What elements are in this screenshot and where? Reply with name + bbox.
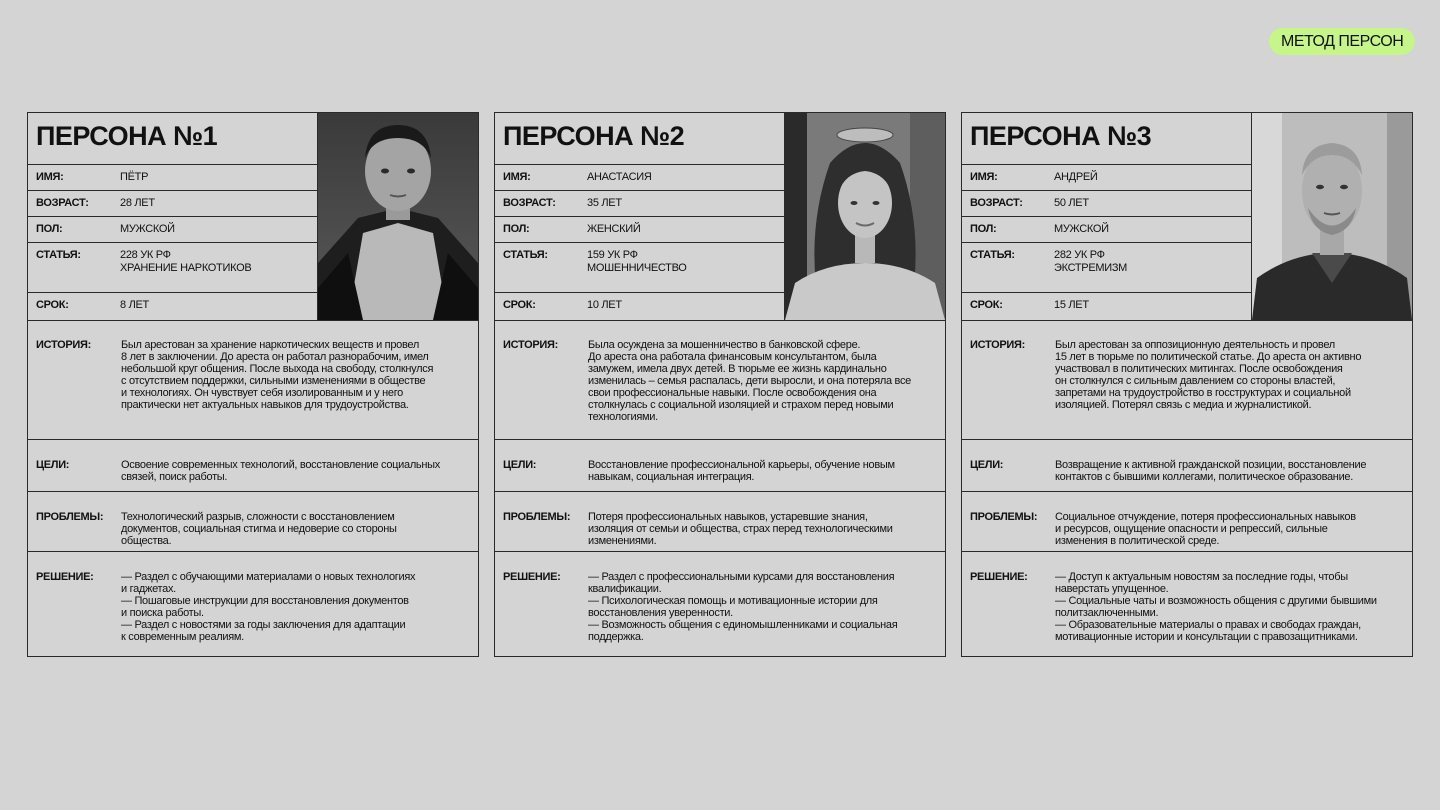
solution-section [28, 552, 478, 656]
problems-label: ПРОБЛЕМЫ: [36, 511, 104, 523]
gender-value: МУЖСКОЙ [120, 223, 175, 235]
solution-label: РЕШЕНИЕ: [503, 571, 561, 583]
goals-text: Восстановление профессиональной карьеры, обучение новым навыкам, социальная интеграция. [588, 459, 895, 483]
age-row [28, 191, 317, 217]
gender-row [495, 217, 784, 243]
term-row [28, 293, 317, 320]
history-text: Был арестован за хранение наркотических веществ и провел 8 лет в заключении. До ареста он работал разнорабочим, имел небольшой круг общения. После выхода на свободу, столкнулся с отсутствием поддержки, сильными изменениями в обществе и технологиях. Он чувствует себя изолированным и у него практически нет актуальных навыков для трудоустройства. [121, 339, 434, 411]
history-text: Была осуждена за мошенничество в банковской сфере. До ареста она работала финансовым консультантом, была замужем, имела двух детей. В тюрьме ее жизнь кардинально изменилась – семья распалась, дети выросли, и она потеряла все свои профессиональные навыки. После освобождения она столкнулась с социальной изоляцией и страхом перед новыми технологиями. [588, 339, 911, 423]
article-code: 159 УК РФ [587, 249, 638, 261]
gender-row [962, 217, 1251, 243]
persona-header [962, 113, 1412, 321]
term-row [495, 293, 784, 320]
gender-value: МУЖСКОЙ [1054, 223, 1109, 235]
goals-label: ЦЕЛИ: [503, 459, 537, 471]
goals-section [962, 440, 1412, 492]
problems-section [962, 492, 1412, 552]
woman-portrait-photo [785, 113, 945, 320]
history-section [495, 320, 945, 440]
man-portrait-photo [318, 113, 478, 320]
problems-section [28, 492, 478, 552]
history-section [962, 320, 1412, 440]
term-value: 8 ЛЕТ [120, 299, 149, 311]
solution-text: — Доступ к актуальным новостям за последние годы, чтобы наверстать упущенное. — Социальные чаты и возможность общения с другими бывшими политзаключенными. — Образовательные материалы о правах и свободах граждан, мотивационные истории и консультации с правозащитниками. [1055, 571, 1377, 643]
age-value: 35 ЛЕТ [587, 197, 622, 209]
problems-label: ПРОБЛЕМЫ: [970, 511, 1038, 523]
article-description: ЭКСТРЕМИЗМ [1054, 262, 1128, 274]
history-label: ИСТОРИЯ: [970, 339, 1025, 351]
age-row [962, 191, 1251, 217]
article-description: МОШЕННИЧЕСТВО [587, 262, 687, 274]
age-row [495, 191, 784, 217]
goals-text: Возвращение к активной гражданской позиции, восстановление контактов с бывшими коллегами, политическое образование. [1055, 459, 1367, 483]
name-row [962, 165, 1251, 191]
article-value [587, 249, 687, 275]
gender-label: ПОЛ: [36, 223, 63, 235]
goals-section [28, 440, 478, 492]
persona-header [28, 113, 478, 321]
persona-card-3 [961, 112, 1413, 657]
term-label: СРОК: [503, 299, 536, 311]
term-value: 10 ЛЕТ [587, 299, 622, 311]
history-label: ИСТОРИЯ: [36, 339, 91, 351]
article-value [1054, 249, 1127, 275]
goals-label: ЦЕЛИ: [970, 459, 1004, 471]
gender-label: ПОЛ: [970, 223, 997, 235]
article-label: СТАТЬЯ: [36, 249, 81, 261]
name-label: ИМЯ: [503, 171, 531, 183]
solution-label: РЕШЕНИЕ: [36, 571, 94, 583]
persona-info [28, 113, 318, 320]
term-row [962, 293, 1251, 320]
article-label: СТАТЬЯ: [970, 249, 1015, 261]
solution-text: — Раздел с обучающими материалами о новых технологиях и гаджетах. — Пошаговые инструкции для восстановления документов и поиска работы. — Раздел с новостями за годы заключения для адаптации к современным реалиям. [121, 571, 416, 643]
persona-title: ПЕРСОНА №3 [962, 113, 1251, 165]
age-label: ВОЗРАСТ: [970, 197, 1023, 209]
article-row [28, 243, 317, 293]
goals-text: Освоение современных технологий, восстановление социальных связей, поиск работы. [121, 459, 440, 483]
problems-text: Технологический разрыв, сложности с восстановлением документов, социальная стигма и недоверие со стороны общества. [121, 511, 397, 547]
term-label: СРОК: [970, 299, 1003, 311]
article-label: СТАТЬЯ: [503, 249, 548, 261]
problems-section [495, 492, 945, 552]
solution-section [962, 552, 1412, 656]
article-code: 282 УК РФ [1054, 249, 1105, 261]
solution-section [495, 552, 945, 656]
gender-row [28, 217, 317, 243]
gender-label: ПОЛ: [503, 223, 530, 235]
persona-info [495, 113, 785, 320]
persona-info [962, 113, 1252, 320]
history-section [28, 320, 478, 440]
goals-label: ЦЕЛИ: [36, 459, 70, 471]
article-row [495, 243, 784, 293]
persona-header [495, 113, 945, 321]
name-row [28, 165, 317, 191]
age-label: ВОЗРАСТ: [36, 197, 89, 209]
solution-label: РЕШЕНИЕ: [970, 571, 1028, 583]
solution-text: — Раздел с профессиональными курсами для восстановления квалификации. — Психологическая помощь и мотивационные истории для восстановления уверенности. — Возможность общения с единомышленниками и социальная поддержка. [588, 571, 898, 643]
name-label: ИМЯ: [36, 171, 64, 183]
problems-text: Социальное отчуждение, потеря профессиональных навыков и ресурсов, ощущение опасности и репрессий, сильные изменения в политической среде. [1055, 511, 1356, 547]
name-value: АНАСТАСИЯ [587, 171, 652, 183]
history-label: ИСТОРИЯ: [503, 339, 558, 351]
gender-value: ЖЕНСКИЙ [587, 223, 641, 235]
older-man-portrait-photo [1252, 113, 1412, 320]
term-label: СРОК: [36, 299, 69, 311]
persona-title: ПЕРСОНА №2 [495, 113, 784, 165]
persona-title: ПЕРСОНА №1 [28, 113, 317, 165]
goals-section [495, 440, 945, 492]
name-row [495, 165, 784, 191]
article-code: 228 УК РФ [120, 249, 171, 261]
age-value: 50 ЛЕТ [1054, 197, 1089, 209]
name-label: ИМЯ: [970, 171, 998, 183]
article-value [120, 249, 251, 275]
term-value: 15 ЛЕТ [1054, 299, 1089, 311]
method-badge: МЕТОД ПЕРСОН [1269, 28, 1415, 55]
problems-text: Потеря профессиональных навыков, устаревшие знания, изоляция от семьи и общества, страх перед технологическими изменениями. [588, 511, 893, 547]
article-description: ХРАНЕНИЕ НАРКОТИКОВ [120, 262, 252, 274]
name-value: АНДРЕЙ [1054, 171, 1098, 183]
persona-card-1 [27, 112, 479, 657]
problems-label: ПРОБЛЕМЫ: [503, 511, 571, 523]
persona-card-2 [494, 112, 946, 657]
age-value: 28 ЛЕТ [120, 197, 155, 209]
article-row [962, 243, 1251, 293]
name-value: ПЁТР [120, 171, 149, 183]
history-text: Был арестован за оппозиционную деятельность и провел 15 лет в тюрьме по политической статье. До ареста он активно участвовал в политических митингах. После освобождения он столкнулся с сильным давлением со стороны властей, запретами на трудоустройство в госструктурах и социальной изоляцией. Потерял связь с медиа и журналистикой. [1055, 339, 1362, 411]
age-label: ВОЗРАСТ: [503, 197, 556, 209]
